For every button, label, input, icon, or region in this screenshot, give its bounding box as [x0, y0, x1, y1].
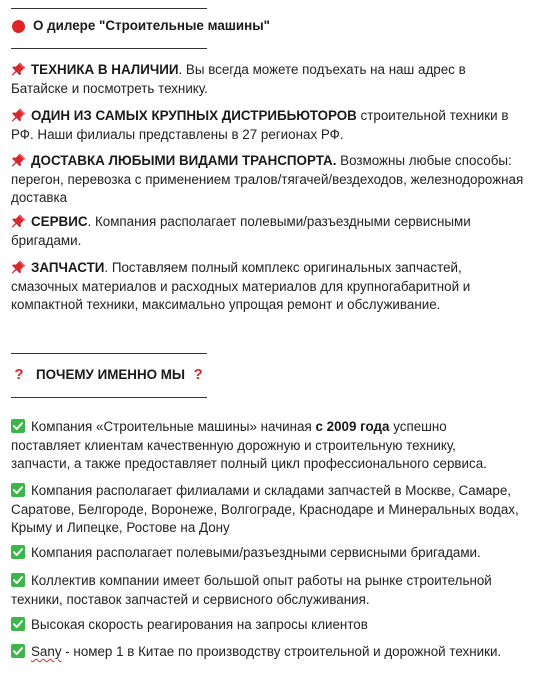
dealer-item-stock-text: . Вы всегда можете подъехать на наш адрес в Батайске и посмотреть технику.	[11, 62, 466, 96]
dealer-item-service-text: . Компания располагает полевыми/разъездными сервисными бригадами.	[11, 214, 471, 248]
why-item-since-2009-post: успешно поставляет клиентам качественную дорожную и строительную технику, запчасти, а также предоставляет полный цикл профессионального сервиса.	[11, 419, 487, 471]
dealer-heading-divider	[11, 48, 207, 49]
why-item-service-teams	[11, 544, 536, 563]
why-item-since-2009-pre: Компания «Строительные машины» начиная	[31, 419, 316, 434]
why-heading	[12, 366, 205, 385]
why-item-sany-text: - номер 1 в Китае по производству строительной и дорожной техники.	[61, 644, 502, 659]
why-item-response	[11, 616, 536, 635]
why-heading-text: ПОЧЕМУ ИМЕННО МЫ	[36, 367, 186, 382]
dealer-item-distributor	[11, 107, 521, 144]
why-item-since-2009	[11, 418, 489, 474]
check-box-icon	[11, 419, 25, 433]
check-box-icon	[11, 573, 25, 587]
why-item-branches	[11, 482, 523, 538]
why-heading-divider	[11, 397, 207, 398]
check-box-icon	[11, 644, 25, 658]
pushpin-icon	[11, 62, 26, 76]
check-box-icon	[11, 483, 25, 497]
dealer-item-parts	[11, 259, 481, 315]
why-item-sany-brand: Sany	[31, 644, 62, 659]
dealer-item-delivery-bold: ДОСТАВКА ЛЮБЫМИ ВИДАМИ ТРАНСПОРТА.	[31, 153, 337, 168]
pushpin-icon	[11, 260, 26, 274]
why-item-sany	[11, 643, 536, 662]
dealer-item-delivery-text: Возможны любые способы: перегон, перевозка с применением тралов/тягачей/вездеходов, железнодорожная доставка	[11, 153, 524, 205]
question-mark-icon: ?	[193, 366, 203, 383]
why-item-since-2009-bold: с 2009 года	[315, 419, 390, 434]
why-item-service-teams-text: Компания располагает полевыми/разъездными сервисными бригадами.	[31, 545, 481, 560]
check-box-icon	[11, 617, 25, 631]
red-circle-icon	[12, 20, 25, 33]
dealer-item-distributor-bold: ОДИН ИЗ САМЫХ КРУПНЫХ ДИСТРИБЬЮТОРОВ	[31, 108, 357, 123]
why-item-branches-text: Компания располагает филиалами и складами запчастей в Москве, Самаре, Саратове, Белгороде, Воронеже, Волгограде, Краснодаре и Минеральных водах, Крыму и Липецке, Ростове на Дону	[11, 483, 519, 535]
dealer-item-stock-bold: ТЕХНИКА В НАЛИЧИИ	[31, 62, 179, 77]
why-item-response-text: Высокая скорость реагирования на запросы клиентов	[31, 617, 368, 632]
pushpin-icon	[11, 214, 26, 228]
dealer-item-service-bold: СЕРВИС	[31, 214, 88, 229]
question-mark-icon: ?	[14, 366, 24, 383]
top-divider	[11, 8, 207, 9]
dealer-heading	[12, 17, 270, 36]
dealer-item-delivery	[11, 152, 529, 208]
dealer-item-parts-text: . Поставляем полный комплекс оригинальных запчастей, смазочных материалов и расходных материалов для крупногабаритной и компактной техники, максимально упрощая ремонт и обслуживание.	[11, 260, 471, 312]
dealer-item-distributor-text: строительной техники в РФ. Наши филиалы представлены в 27 регионах РФ.	[11, 108, 509, 142]
dealer-item-stock	[11, 61, 519, 98]
check-box-icon	[11, 545, 25, 559]
dealer-item-service	[11, 213, 486, 250]
pushpin-icon	[11, 108, 26, 122]
dealer-heading-text: О дилере "Строительные машины"	[33, 18, 271, 33]
dealer-item-parts-bold: ЗАПЧАСТИ	[31, 260, 105, 275]
pushpin-icon	[11, 153, 26, 167]
why-item-experience	[11, 572, 501, 609]
why-item-experience-text: Коллектив компании имеет большой опыт работы на рынке строительной техники, поставок запчастей и сервисного обслуживания.	[11, 573, 492, 607]
why-top-divider	[11, 353, 207, 354]
